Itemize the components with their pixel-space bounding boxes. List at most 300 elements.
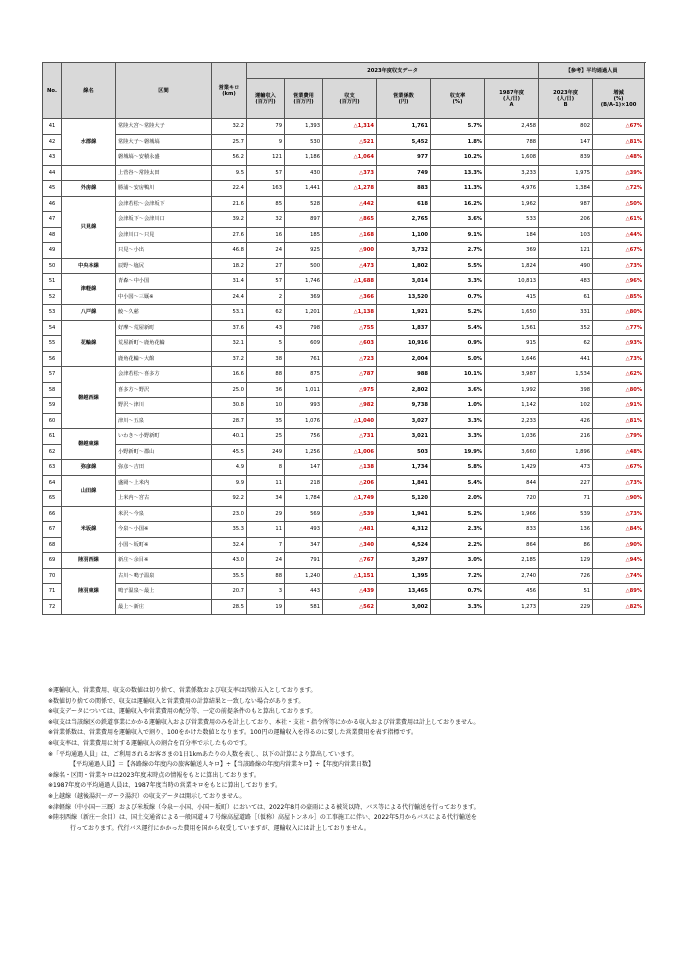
row-cost: 875 bbox=[285, 367, 323, 383]
row-section: 小野新町～郡山 bbox=[116, 444, 212, 460]
row-change: △67% bbox=[593, 243, 645, 259]
row-km: 16.6 bbox=[212, 367, 247, 383]
row-coef: 618 bbox=[377, 196, 431, 212]
table-row bbox=[43, 413, 645, 429]
footnote-line: ※収支は当該線区の鉄道事業にかかる運輸収入および営業費用のみを計上しており、本社・支社・指令所等にかかる収入および営業費用は計上しておりません。 bbox=[48, 718, 480, 726]
row-2023: 71 bbox=[539, 491, 593, 507]
table-row bbox=[43, 165, 645, 181]
row-km: 21.6 bbox=[212, 196, 247, 212]
row-coef: 1,841 bbox=[377, 475, 431, 491]
row-section: 米沢～今泉 bbox=[116, 506, 212, 522]
row-section: 鳴子温泉～最上 bbox=[116, 584, 212, 600]
header-change: 増減 (%) (B/A-1)×100 bbox=[593, 79, 645, 119]
row-section: 上米内～宮古 bbox=[116, 491, 212, 507]
row-ratio: 5.7% bbox=[431, 119, 485, 135]
row-cost: 147 bbox=[285, 460, 323, 476]
row-1987: 3,987 bbox=[485, 367, 539, 383]
row-change: △44% bbox=[593, 227, 645, 243]
row-balance: △1,278 bbox=[323, 181, 377, 197]
row-revenue: 8 bbox=[247, 460, 285, 476]
row-km: 43.0 bbox=[212, 553, 247, 569]
row-no: 46 bbox=[43, 196, 62, 212]
table-row bbox=[43, 305, 645, 321]
row-coef: 10,916 bbox=[377, 336, 431, 352]
row-ratio: 5.5% bbox=[431, 258, 485, 274]
row-change: △62% bbox=[593, 367, 645, 383]
row-cost: 347 bbox=[285, 537, 323, 553]
row-1987: 415 bbox=[485, 289, 539, 305]
row-change: △85% bbox=[593, 289, 645, 305]
row-line-name: 外房線 bbox=[62, 181, 116, 197]
row-coef: 1,734 bbox=[377, 460, 431, 476]
row-change: △94% bbox=[593, 553, 645, 569]
row-ratio: 3.3% bbox=[431, 599, 485, 615]
row-balance: △539 bbox=[323, 506, 377, 522]
row-cost: 1,784 bbox=[285, 491, 323, 507]
row-section: 小国～坂町※ bbox=[116, 537, 212, 553]
row-no: 52 bbox=[43, 289, 62, 305]
row-2023: 1,896 bbox=[539, 444, 593, 460]
row-cost: 500 bbox=[285, 258, 323, 274]
row-km: 32.4 bbox=[212, 537, 247, 553]
row-revenue: 163 bbox=[247, 181, 285, 197]
row-no: 64 bbox=[43, 475, 62, 491]
row-section: 古川～鳴子温泉 bbox=[116, 568, 212, 584]
row-ratio: 7.2% bbox=[431, 568, 485, 584]
row-revenue: 32 bbox=[247, 212, 285, 228]
row-revenue: 7 bbox=[247, 537, 285, 553]
row-change: △90% bbox=[593, 537, 645, 553]
row-coef: 1,921 bbox=[377, 305, 431, 321]
row-line-name: 弥彦線 bbox=[62, 460, 116, 476]
header-coef: 営業係数 (円) bbox=[377, 79, 431, 119]
row-cost: 756 bbox=[285, 429, 323, 445]
row-1987: 1,650 bbox=[485, 305, 539, 321]
row-ratio: 16.2% bbox=[431, 196, 485, 212]
row-km: 9.5 bbox=[212, 165, 247, 181]
table-row bbox=[43, 119, 645, 135]
row-ratio: 3.3% bbox=[431, 429, 485, 445]
row-no: 68 bbox=[43, 537, 62, 553]
row-1987: 1,966 bbox=[485, 506, 539, 522]
row-ratio: 10.2% bbox=[431, 150, 485, 166]
row-section: 辰野～塩尻 bbox=[116, 258, 212, 274]
header-no: No. bbox=[43, 63, 62, 119]
table-row bbox=[43, 584, 645, 600]
row-section: 会津川口～只見 bbox=[116, 227, 212, 243]
row-change: △67% bbox=[593, 119, 645, 135]
row-line-name: 磐越西線 bbox=[62, 367, 116, 429]
row-balance: △982 bbox=[323, 398, 377, 414]
footnote-line: ※線名・区間・営業キロは2023年度末時点の情報をもとに算出しております。 bbox=[48, 771, 260, 779]
row-coef: 1,941 bbox=[377, 506, 431, 522]
row-cost: 581 bbox=[285, 599, 323, 615]
row-1987: 1,036 bbox=[485, 429, 539, 445]
row-change: △48% bbox=[593, 150, 645, 166]
row-balance: △975 bbox=[323, 382, 377, 398]
row-change: △73% bbox=[593, 258, 645, 274]
row-revenue: 16 bbox=[247, 227, 285, 243]
row-no: 69 bbox=[43, 553, 62, 569]
row-balance: △731 bbox=[323, 429, 377, 445]
row-coef: 3,021 bbox=[377, 429, 431, 445]
table-row bbox=[43, 398, 645, 414]
row-section: 喜多方～野沢 bbox=[116, 382, 212, 398]
row-revenue: 38 bbox=[247, 351, 285, 367]
row-line-name: 陸羽東線 bbox=[62, 568, 116, 615]
row-km: 4.9 bbox=[212, 460, 247, 476]
row-change: △96% bbox=[593, 274, 645, 290]
row-no: 44 bbox=[43, 165, 62, 181]
row-revenue: 79 bbox=[247, 119, 285, 135]
row-section: 磐城塙～安積永盛 bbox=[116, 150, 212, 166]
row-line-name: 中央本線 bbox=[62, 258, 116, 274]
row-coef: 3,732 bbox=[377, 243, 431, 259]
row-km: 40.1 bbox=[212, 429, 247, 445]
footnote-line: ※収支データについては、運輸収入や営業費用の配分等、一定の前提条件のもと算出しております。 bbox=[48, 708, 317, 716]
row-balance: △787 bbox=[323, 367, 377, 383]
row-ratio: 3.3% bbox=[431, 413, 485, 429]
row-change: △79% bbox=[593, 429, 645, 445]
row-1987: 1,824 bbox=[485, 258, 539, 274]
table-row bbox=[43, 475, 645, 491]
row-cost: 218 bbox=[285, 475, 323, 491]
row-section: 中小国～三厩※ bbox=[116, 289, 212, 305]
row-2023: 483 bbox=[539, 274, 593, 290]
row-cost: 1,186 bbox=[285, 150, 323, 166]
row-coef: 1,395 bbox=[377, 568, 431, 584]
footnote-line: 【平均通過人員】＝【各路線の年度内の旅客輸送人キロ】÷【当該路線の年度内営業キロ】÷【年度内営業日数】 bbox=[70, 761, 375, 769]
row-1987: 4,976 bbox=[485, 181, 539, 197]
row-cost: 791 bbox=[285, 553, 323, 569]
footnote-line: 行っております。代行バス運行にかかった費用を国から収受していますが、運輸収入には計上しておりません。 bbox=[70, 824, 370, 832]
row-2023: 331 bbox=[539, 305, 593, 321]
table-row bbox=[43, 491, 645, 507]
table-row bbox=[43, 522, 645, 538]
row-ratio: 5.8% bbox=[431, 460, 485, 476]
row-2023: 136 bbox=[539, 522, 593, 538]
row-km: 56.2 bbox=[212, 150, 247, 166]
row-section: 只見～小出 bbox=[116, 243, 212, 259]
row-cost: 1,201 bbox=[285, 305, 323, 321]
row-no: 70 bbox=[43, 568, 62, 584]
row-no: 65 bbox=[43, 491, 62, 507]
row-no: 66 bbox=[43, 506, 62, 522]
row-ratio: 19.9% bbox=[431, 444, 485, 460]
row-cost: 897 bbox=[285, 212, 323, 228]
row-change: △90% bbox=[593, 491, 645, 507]
row-balance: △168 bbox=[323, 227, 377, 243]
row-no: 62 bbox=[43, 444, 62, 460]
row-balance: △1,688 bbox=[323, 274, 377, 290]
row-no: 56 bbox=[43, 351, 62, 367]
row-change: △93% bbox=[593, 336, 645, 352]
row-ratio: 2.3% bbox=[431, 522, 485, 538]
header-group-ref: 【参考】平均通過人員 bbox=[539, 63, 645, 79]
row-2023: 839 bbox=[539, 150, 593, 166]
footnote-line: ※営業係数は、営業費用を運輸収入で割り、100をかけた数値となります。100円の運輸収入を得るのに要した営業費用を表す指標です。 bbox=[48, 729, 417, 737]
row-balance: △442 bbox=[323, 196, 377, 212]
row-2023: 1,975 bbox=[539, 165, 593, 181]
row-change: △91% bbox=[593, 398, 645, 414]
row-1987: 2,458 bbox=[485, 119, 539, 135]
row-balance: △755 bbox=[323, 320, 377, 336]
row-coef: 9,738 bbox=[377, 398, 431, 414]
row-change: △72% bbox=[593, 181, 645, 197]
row-no: 54 bbox=[43, 320, 62, 336]
table-row bbox=[43, 320, 645, 336]
row-km: 25.7 bbox=[212, 134, 247, 150]
row-line-name: 山田線 bbox=[62, 475, 116, 506]
row-revenue: 88 bbox=[247, 367, 285, 383]
row-balance: △1,064 bbox=[323, 150, 377, 166]
table-row bbox=[43, 181, 645, 197]
row-1987: 3,233 bbox=[485, 165, 539, 181]
row-2023: 1,384 bbox=[539, 181, 593, 197]
row-balance: △340 bbox=[323, 537, 377, 553]
row-balance: △439 bbox=[323, 584, 377, 600]
row-line-name bbox=[62, 165, 116, 181]
row-revenue: 249 bbox=[247, 444, 285, 460]
row-no: 63 bbox=[43, 460, 62, 476]
row-line-name: 水郡線 bbox=[62, 119, 116, 166]
footnote-line: ※「平均通過人員」は、ご利用されるお客さまの1日1kmあたりの人数を表し、以下の計算により算出しています。 bbox=[48, 750, 358, 758]
row-2023: 229 bbox=[539, 599, 593, 615]
table-row bbox=[43, 382, 645, 398]
row-revenue: 27 bbox=[247, 258, 285, 274]
row-1987: 1,992 bbox=[485, 382, 539, 398]
row-km: 20.7 bbox=[212, 584, 247, 600]
row-2023: 352 bbox=[539, 320, 593, 336]
footnote-line: ※陸羽西線（新庄～余目）は、国土交通省による一般国道４７号線高屋道路［（仮称）高屋トンネル］の工事施工に伴い、2022年5月からバスによる代行輸送を bbox=[48, 814, 477, 822]
row-km: 22.4 bbox=[212, 181, 247, 197]
row-1987: 1,608 bbox=[485, 150, 539, 166]
row-section: 勝浦～安房鴨川 bbox=[116, 181, 212, 197]
row-line-name: 磐越東線 bbox=[62, 429, 116, 460]
row-2023: 398 bbox=[539, 382, 593, 398]
row-ratio: 5.0% bbox=[431, 351, 485, 367]
row-section: 鮫～久慈 bbox=[116, 305, 212, 321]
row-cost: 1,746 bbox=[285, 274, 323, 290]
row-revenue: 24 bbox=[247, 243, 285, 259]
row-no: 57 bbox=[43, 367, 62, 383]
row-section: 津川～五泉 bbox=[116, 413, 212, 429]
row-coef: 749 bbox=[377, 165, 431, 181]
header-group-2023: 2023年度収支データ bbox=[247, 63, 539, 79]
row-section: 今泉～小国※ bbox=[116, 522, 212, 538]
table-row bbox=[43, 196, 645, 212]
row-1987: 2,185 bbox=[485, 553, 539, 569]
table-wrapper bbox=[42, 62, 644, 615]
row-1987: 1,561 bbox=[485, 320, 539, 336]
header-km: 営業キロ (km) bbox=[212, 63, 247, 119]
row-section: 盛岡～上米内 bbox=[116, 475, 212, 491]
row-2023: 726 bbox=[539, 568, 593, 584]
row-coef: 4,524 bbox=[377, 537, 431, 553]
row-km: 28.7 bbox=[212, 413, 247, 429]
row-no: 42 bbox=[43, 134, 62, 150]
footnote-line: ※上越線（越後湯沢～ガーラ湯沢）の収支データは開示しておりません。 bbox=[48, 792, 246, 800]
row-1987: 864 bbox=[485, 537, 539, 553]
row-change: △81% bbox=[593, 134, 645, 150]
row-revenue: 3 bbox=[247, 584, 285, 600]
row-balance: △1,151 bbox=[323, 568, 377, 584]
row-ratio: 5.2% bbox=[431, 305, 485, 321]
row-change: △50% bbox=[593, 196, 645, 212]
row-change: △84% bbox=[593, 522, 645, 538]
row-change: △73% bbox=[593, 506, 645, 522]
footnote-line: ※津軽線（中小国～三厩）および米坂線（今泉～小国、小国～坂町）においては、2022年8月の豪雨による被災以降、バス等による代行輸送を行っております。 bbox=[48, 803, 480, 811]
row-change: △89% bbox=[593, 584, 645, 600]
row-2023: 473 bbox=[539, 460, 593, 476]
row-km: 35.3 bbox=[212, 522, 247, 538]
row-change: △81% bbox=[593, 413, 645, 429]
row-line-name: 只見線 bbox=[62, 196, 116, 258]
row-km: 46.8 bbox=[212, 243, 247, 259]
row-1987: 1,273 bbox=[485, 599, 539, 615]
row-section: 会津坂下～会津川口 bbox=[116, 212, 212, 228]
header-ratio: 収支率 (%) bbox=[431, 79, 485, 119]
row-cost: 609 bbox=[285, 336, 323, 352]
row-coef: 4,312 bbox=[377, 522, 431, 538]
row-ratio: 13.3% bbox=[431, 165, 485, 181]
row-change: △67% bbox=[593, 460, 645, 476]
row-km: 32.1 bbox=[212, 336, 247, 352]
row-revenue: 19 bbox=[247, 599, 285, 615]
row-change: △73% bbox=[593, 351, 645, 367]
table-row bbox=[43, 506, 645, 522]
row-ratio: 5.4% bbox=[431, 320, 485, 336]
row-1987: 1,962 bbox=[485, 196, 539, 212]
row-balance: △1,006 bbox=[323, 444, 377, 460]
row-coef: 1,837 bbox=[377, 320, 431, 336]
row-revenue: 25 bbox=[247, 429, 285, 445]
footnotes bbox=[48, 686, 648, 834]
row-coef: 3,027 bbox=[377, 413, 431, 429]
header-section: 区間 bbox=[116, 63, 212, 119]
row-ratio: 1.0% bbox=[431, 398, 485, 414]
row-revenue: 29 bbox=[247, 506, 285, 522]
row-revenue: 2 bbox=[247, 289, 285, 305]
table-row bbox=[43, 568, 645, 584]
row-coef: 3,297 bbox=[377, 553, 431, 569]
row-coef: 5,452 bbox=[377, 134, 431, 150]
row-cost: 430 bbox=[285, 165, 323, 181]
row-2023: 86 bbox=[539, 537, 593, 553]
row-revenue: 121 bbox=[247, 150, 285, 166]
row-coef: 2,004 bbox=[377, 351, 431, 367]
row-2023: 103 bbox=[539, 227, 593, 243]
row-revenue: 36 bbox=[247, 382, 285, 398]
row-no: 60 bbox=[43, 413, 62, 429]
row-1987: 915 bbox=[485, 336, 539, 352]
row-cost: 798 bbox=[285, 320, 323, 336]
table-row bbox=[43, 274, 645, 290]
row-2023: 147 bbox=[539, 134, 593, 150]
row-1987: 3,660 bbox=[485, 444, 539, 460]
row-cost: 185 bbox=[285, 227, 323, 243]
table-row bbox=[43, 336, 645, 352]
row-change: △80% bbox=[593, 382, 645, 398]
row-cost: 1,393 bbox=[285, 119, 323, 135]
row-balance: △373 bbox=[323, 165, 377, 181]
row-ratio: 0.7% bbox=[431, 584, 485, 600]
row-no: 55 bbox=[43, 336, 62, 352]
table-row bbox=[43, 134, 645, 150]
row-km: 31.4 bbox=[212, 274, 247, 290]
row-cost: 1,076 bbox=[285, 413, 323, 429]
row-ratio: 5.2% bbox=[431, 506, 485, 522]
row-km: 53.1 bbox=[212, 305, 247, 321]
row-2023: 62 bbox=[539, 336, 593, 352]
row-balance: △366 bbox=[323, 289, 377, 305]
row-revenue: 11 bbox=[247, 475, 285, 491]
row-coef: 2,802 bbox=[377, 382, 431, 398]
row-cost: 1,441 bbox=[285, 181, 323, 197]
row-section: 青森～中小国 bbox=[116, 274, 212, 290]
row-1987: 369 bbox=[485, 243, 539, 259]
row-2023: 216 bbox=[539, 429, 593, 445]
row-1987: 1,646 bbox=[485, 351, 539, 367]
row-balance: △138 bbox=[323, 460, 377, 476]
row-2023: 490 bbox=[539, 258, 593, 274]
row-revenue: 9 bbox=[247, 134, 285, 150]
table-row bbox=[43, 243, 645, 259]
row-revenue: 43 bbox=[247, 320, 285, 336]
row-ratio: 0.7% bbox=[431, 289, 485, 305]
row-1987: 10,813 bbox=[485, 274, 539, 290]
row-change: △61% bbox=[593, 212, 645, 228]
row-km: 32.2 bbox=[212, 119, 247, 135]
row-balance: △206 bbox=[323, 475, 377, 491]
row-coef: 5,120 bbox=[377, 491, 431, 507]
row-km: 45.5 bbox=[212, 444, 247, 460]
row-revenue: 35 bbox=[247, 413, 285, 429]
row-ratio: 3.3% bbox=[431, 274, 485, 290]
table-row bbox=[43, 599, 645, 615]
row-cost: 1,011 bbox=[285, 382, 323, 398]
row-no: 41 bbox=[43, 119, 62, 135]
row-change: △74% bbox=[593, 568, 645, 584]
row-ratio: 3.0% bbox=[431, 553, 485, 569]
row-balance: △481 bbox=[323, 522, 377, 538]
row-section: 会津若松～会津坂下 bbox=[116, 196, 212, 212]
row-cost: 528 bbox=[285, 196, 323, 212]
row-change: △77% bbox=[593, 320, 645, 336]
row-cost: 569 bbox=[285, 506, 323, 522]
row-balance: △767 bbox=[323, 553, 377, 569]
row-balance: △1,040 bbox=[323, 413, 377, 429]
row-km: 30.8 bbox=[212, 398, 247, 414]
row-balance: △521 bbox=[323, 134, 377, 150]
header-line-name: 線名 bbox=[62, 63, 116, 119]
row-ratio: 2.0% bbox=[431, 491, 485, 507]
row-1987: 456 bbox=[485, 584, 539, 600]
row-coef: 13,465 bbox=[377, 584, 431, 600]
row-balance: △1,138 bbox=[323, 305, 377, 321]
header-balance: 収支 (百万円) bbox=[323, 79, 377, 119]
table-row bbox=[43, 289, 645, 305]
row-revenue: 57 bbox=[247, 165, 285, 181]
row-km: 28.5 bbox=[212, 599, 247, 615]
row-line-name: 八戸線 bbox=[62, 305, 116, 321]
row-2023: 51 bbox=[539, 584, 593, 600]
row-line-name: 花輪線 bbox=[62, 320, 116, 367]
row-balance: △900 bbox=[323, 243, 377, 259]
row-1987: 720 bbox=[485, 491, 539, 507]
table-row bbox=[43, 460, 645, 476]
row-no: 71 bbox=[43, 584, 62, 600]
